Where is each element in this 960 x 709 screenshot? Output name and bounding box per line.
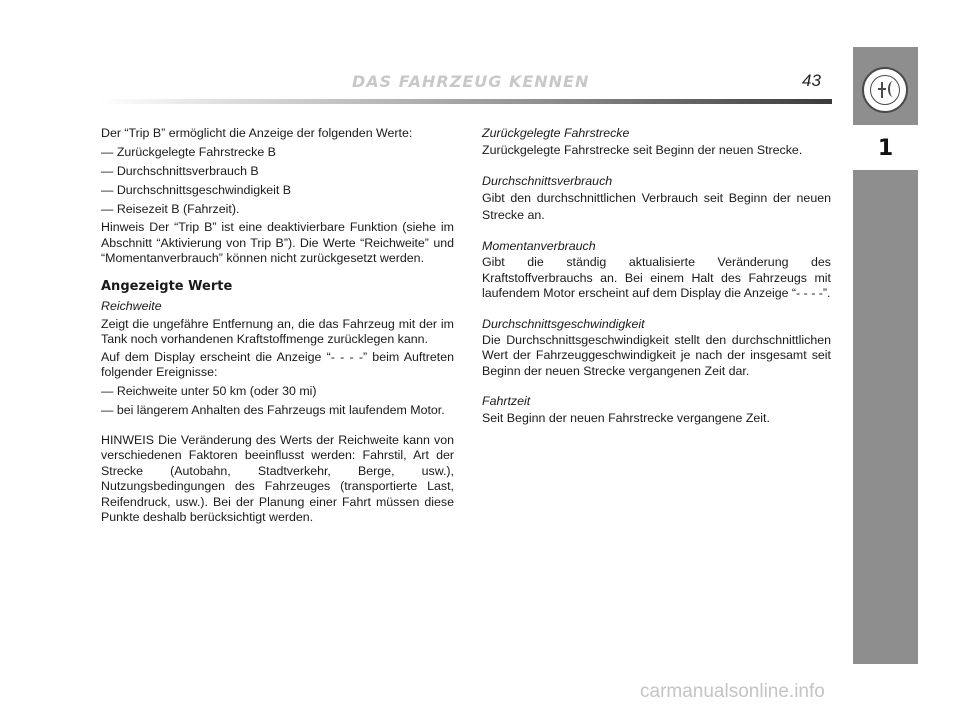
event-item: — Reichweite unter 50 km (oder 30 mi) xyxy=(101,383,317,398)
running-header-title: DAS FAHRZEUG KENNEN xyxy=(352,72,590,91)
section-text: Seit Beginn der neuen Fahrstrecke vergangene Zeit. xyxy=(482,411,770,425)
section-heading: Angezeigte Werte xyxy=(101,278,233,294)
section-title: Durchschnittsverbrauch xyxy=(482,174,613,188)
alfa-romeo-logo-icon xyxy=(862,67,908,113)
page-number: 43 xyxy=(802,71,821,90)
section-title: Fahrtzeit xyxy=(482,394,531,408)
section-title: Zurückgelegte Fahrstrecke xyxy=(482,126,630,140)
list-item: — Zurückgelegte Fahrstrecke B xyxy=(101,145,276,159)
chapter-number: 1 xyxy=(853,127,918,170)
section-text: Gibt den durchschnittlichen Verbrauch seit Beginn der neuen Strecke an. xyxy=(482,191,831,222)
list-item: — Durchschnittsverbrauch B xyxy=(101,164,259,178)
reichweite-title: Reichweite xyxy=(101,298,162,313)
note-paragraph: HINWEIS Die Veränderung des Werts der Reichweite kann von verschiedenen Faktoren beeinflusst werden: Fahrstil, Art der Strecke (Autobahn, Stadtverkehr, Berge, usw.), Nutzungsbedingungen des Fahrzeuges (transportierte Last, Reifendruck, usw.). Bei der Planung einer Fahrt müssen diese Punkte deshalb berücksichtigt werden. xyxy=(101,432,454,524)
cross-icon xyxy=(878,82,886,98)
intro-text: Der “Trip B” ermöglicht die Anzeige der folgenden Werte: xyxy=(101,126,413,140)
left-column xyxy=(101,125,454,526)
right-column xyxy=(482,125,831,427)
hinweis-paragraph: Hinweis Der “Trip B” ist eine deaktivierbare Funktion (siehe im Abschnitt “Aktivierung von Trip B”). Die Werte “Reichweite” und “Momentanverbrauch” können nicht zurückgesetzt werden. xyxy=(101,220,454,265)
section-text: Gibt die ständig aktualisierte Veränderung des Kraftstoffverbrauchs an. Bei einem Halt des Fahrzeugs mit laufendem Motor erscheint auf dem Display die Anzeige “- - - -”. xyxy=(482,255,831,300)
list-item: — Durchschnittsgeschwindigkeit B xyxy=(101,183,292,197)
watermark: carmanualsonline.info xyxy=(640,681,825,702)
serpent-icon xyxy=(888,81,898,97)
section-title: Durchschnittsgeschwindigkeit xyxy=(482,316,645,331)
event-item: — bei längerem Anhalten des Fahrzeugs mit laufendem Motor. xyxy=(101,402,445,417)
section-text: Zurückgelegte Fahrstrecke seit Beginn der neuen Strecke. xyxy=(482,143,803,157)
section-title: Momentanverbrauch xyxy=(482,239,596,253)
reichweite-text: Zeigt die ungefähre Entfernung an, die das Fahrzeug mit der im Tank noch vorhandenen Kraftstoffmenge zurücklegen kann. xyxy=(101,316,454,346)
section-text: Die Durchschnittsgeschwindigkeit stellt den durchschnittlichen Wert der Fahrzeuggeschwindigkeit je nach der insgesamt seit Beginn der neuen Strecke vergangenen Zeit dar. xyxy=(482,332,831,378)
display-text: Auf dem Display erscheint die Anzeige “- - - -” beim Auftreten folgender Ereignisse: xyxy=(101,349,454,379)
logo-emblem xyxy=(870,75,900,105)
list-item: — Reisezeit B (Fahrzeit). xyxy=(101,202,240,216)
header-rule xyxy=(100,99,832,104)
